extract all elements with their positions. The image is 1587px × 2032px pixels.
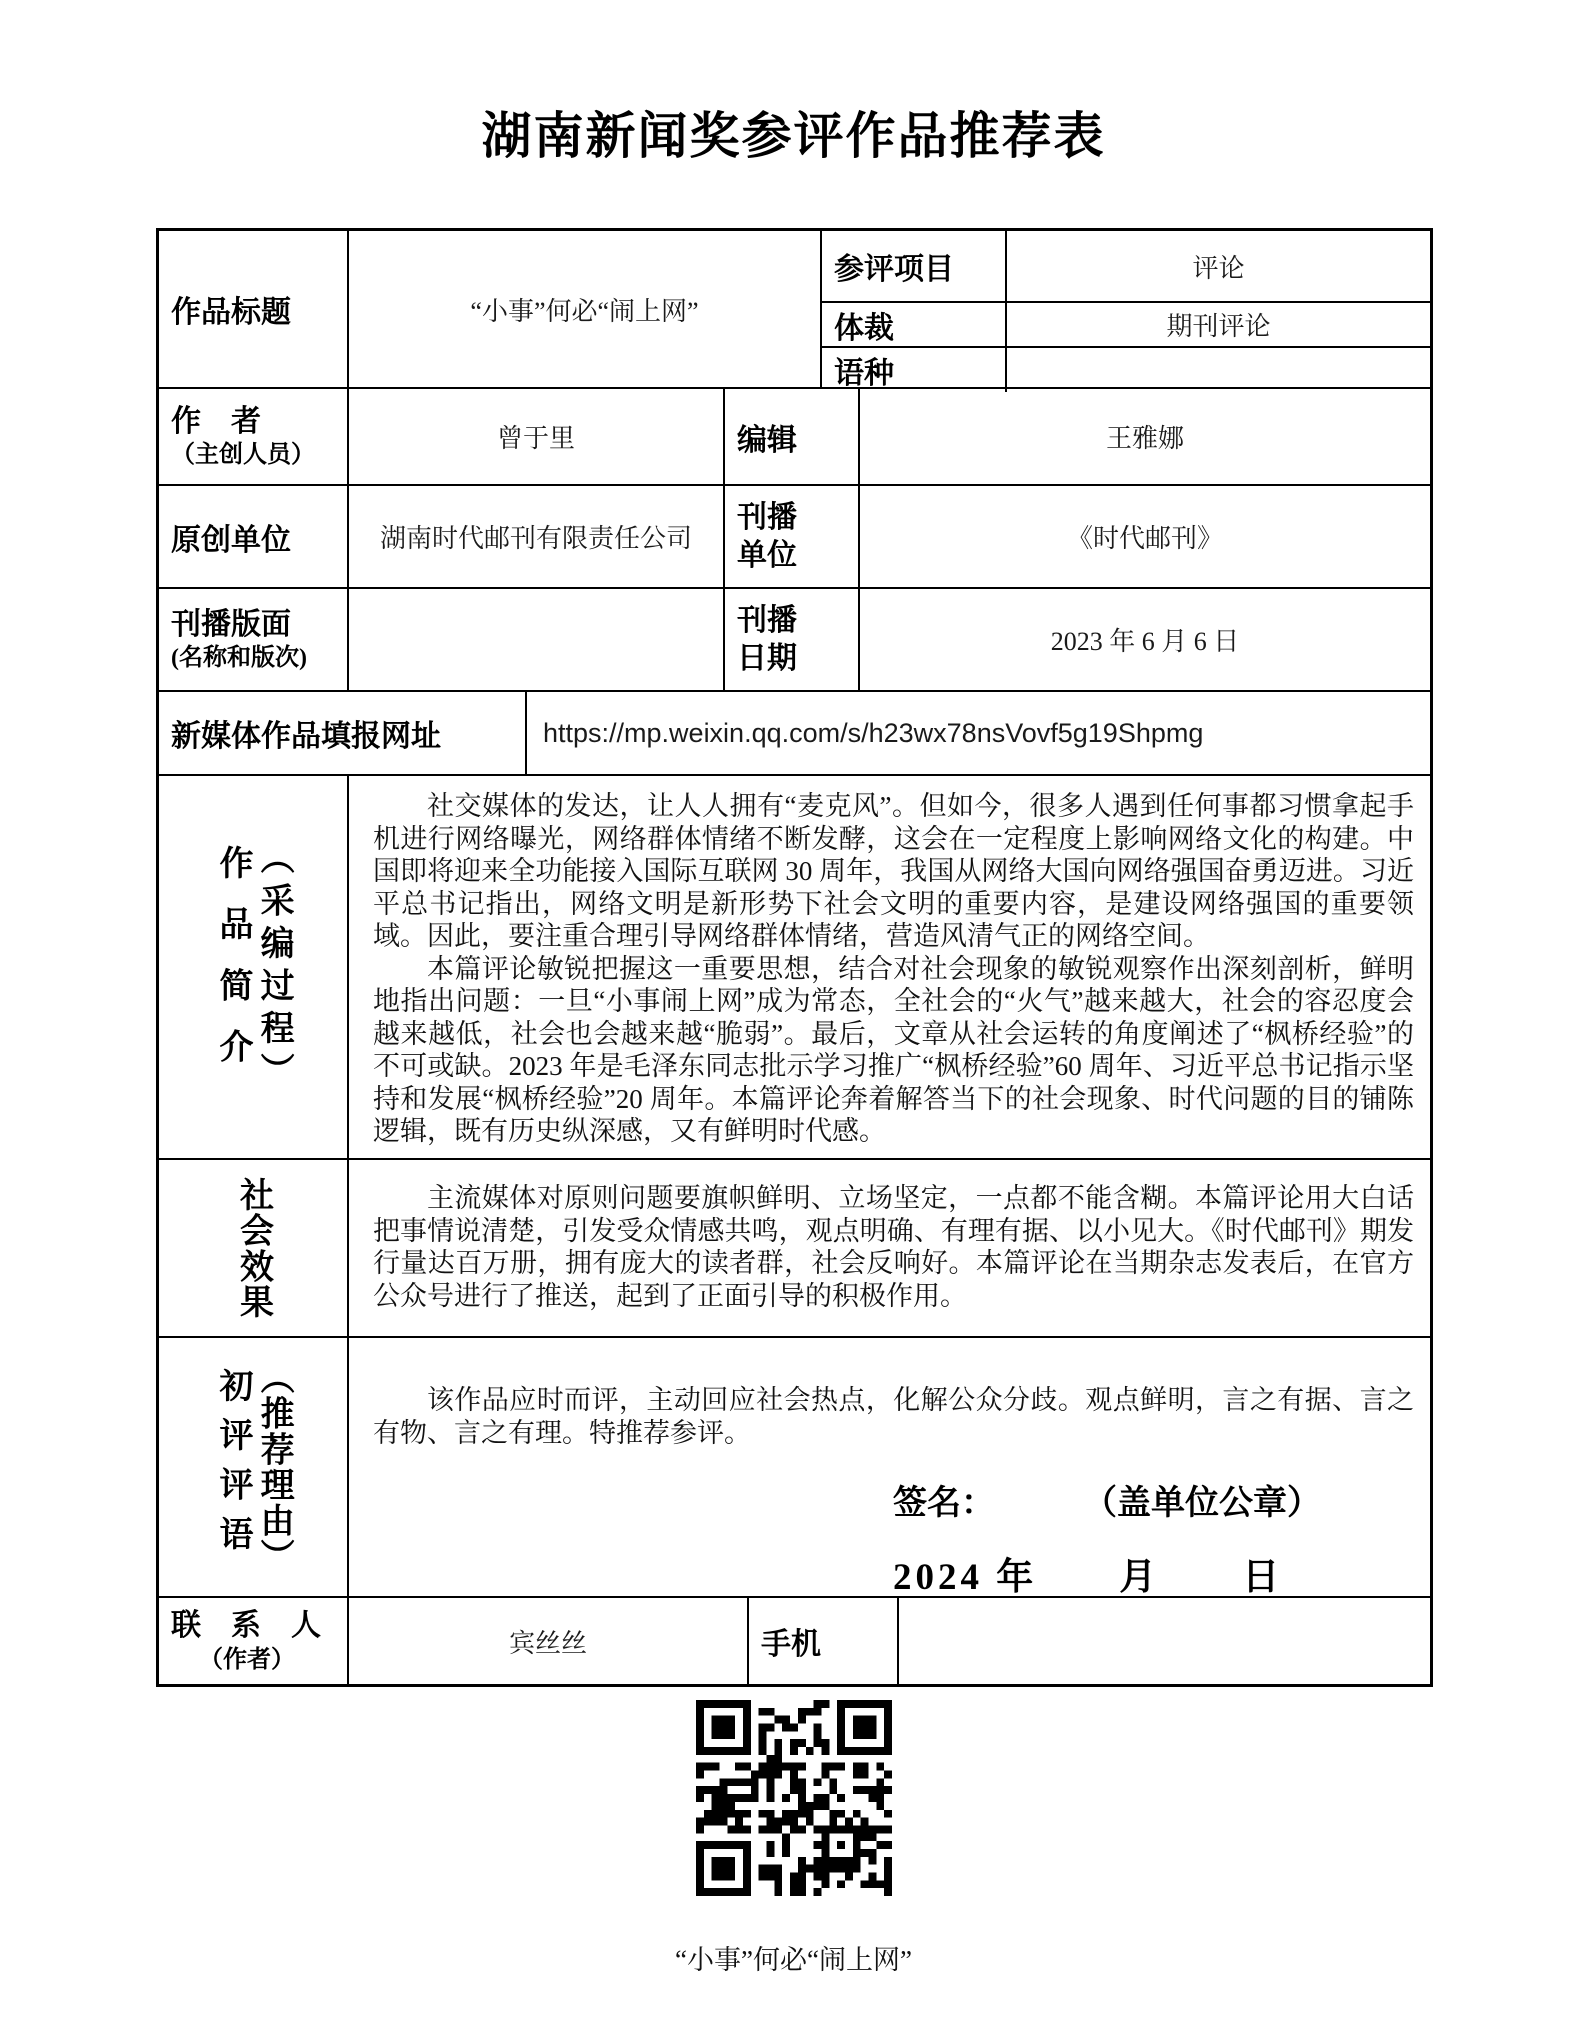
intro-label-col1: 作品简介 [214, 844, 251, 1090]
social-effect-label [159, 1160, 349, 1336]
recommendation-label-col1: 初评评语 [214, 1368, 251, 1566]
publish-unit-label-line2: 单位 [737, 538, 797, 572]
author-label-main: 作 者 [171, 404, 261, 438]
language-value [1007, 348, 1430, 392]
row-publish-page [159, 589, 1430, 692]
entry-category-value: 评论 [1192, 253, 1245, 283]
signature-block [893, 1475, 1414, 1600]
contact-label [159, 1598, 349, 1684]
publish-page-label [159, 589, 349, 690]
new-media-url-value: https://mp.weixin.qq.com/s/h23wx78nsVovf5g19Shpmg [543, 717, 1204, 748]
phone-label: 手机 [749, 1598, 899, 1684]
contact-label-main: 联 系 人 [171, 1609, 321, 1643]
signature-date-line: 2024 年 月 日 [893, 1557, 1284, 1598]
qr-caption: “小事”何必“闹上网” [675, 1945, 912, 1975]
publish-unit-label-line1: 刊播 [737, 501, 797, 534]
intro-label-col2: （采编过程） [255, 839, 293, 1095]
publish-unit-label [725, 486, 860, 587]
contact-label-sub: （作者） [199, 1646, 295, 1673]
publish-unit-value: 《时代邮刊》 [1066, 524, 1223, 553]
new-media-url-label: 新媒体作品填报网址 [159, 692, 527, 774]
intro-paragraph-2: 本篇评论敏锐把握这一重要思想，结合对社会现象的敏锐观察作出深刻剖析，鲜明地指出问题：一旦“小事闹上网”成为常态，全社会的“火气”越来越大，社会的容忍度会越来越低，社会也会越来越“脆弱”。最后，文章从社会运转的角度阐述了“枫桥经验”的不可或缺。2023 年是毛泽东同志批示学习推广“枫桥经验”60 周年、习近平总书记指示坚持和发展“枫桥经验”20 周年。本篇评论奔着解答当下的社会现象、时代问题的目的铺陈逻辑，既有历史纵深感，又有鲜明时代感。 [373, 953, 1414, 1146]
entry-category-label: 参评项目 [822, 231, 1007, 301]
social-effect-label-text: 社会效果 [234, 1176, 272, 1320]
editor-label: 编辑 [725, 389, 860, 484]
editor-value: 王雅娜 [1105, 424, 1184, 453]
row-social-effect [159, 1160, 1430, 1338]
row-original-unit [159, 486, 1430, 589]
form-table [156, 228, 1433, 1687]
genre-label: 体裁 [822, 303, 1007, 346]
work-title-label: 作品标题 [159, 231, 349, 387]
recommendation-content [349, 1338, 1430, 1596]
language-label: 语种 [822, 348, 1007, 392]
contact-value: 宾丝丝 [349, 1598, 749, 1684]
row-new-media-url [159, 692, 1430, 776]
subrow-language [822, 348, 1430, 392]
intro-label [159, 776, 349, 1158]
seal-note: （盖单位公章） [1083, 1485, 1321, 1522]
row-recommendation [159, 1338, 1430, 1598]
recommendation-label-col2: （推荐理由） [255, 1359, 293, 1575]
row-author [159, 389, 1430, 486]
publish-date-label [725, 589, 860, 690]
publish-date-value: 2023 年 6 月 6 日 [1050, 627, 1240, 656]
qr-section [0, 1700, 1587, 1977]
phone-value [899, 1598, 1430, 1684]
qr-code-image [696, 1700, 892, 1896]
genre-value: 期刊评论 [1166, 312, 1271, 341]
intro-content [349, 776, 1430, 1158]
author-label [159, 389, 349, 484]
publish-page-value [349, 589, 725, 690]
author-value: 曾于里 [349, 389, 725, 484]
intro-paragraph-1: 社交媒体的发达，让人人拥有“麦克风”。但如今，很多人遇到任何事都习惯拿起手机进行网络曝光，网络群体情绪不断发酵，这会在一定程度上影响网络文化的构建。中国即将迎来全功能接入国际互联网 30 周年，我国从网络大国向网络强国奋勇迈进。习近平总书记指出，网络文明是新形势下社会文明的重要内容，是建设网络强国的重要领域。因此，要注重合理引导网络群体情绪，营造风清气正的网络空间。 [373, 791, 1414, 951]
row-intro [159, 776, 1430, 1160]
social-effect-content [349, 1160, 1430, 1336]
social-effect-paragraph: 主流媒体对原则问题要旗帜鲜明、立场坚定，一点都不能含糊。本篇评论用大白话把事情说清楚，引发受众情感共鸣，观点明确、有理有据、以小见大。《时代邮刊》期发行量达百万册，拥有庞大的读者群，社会反响好。本篇评论在当期杂志发表后，在官方公众号进行了推送，起到了正面引导的积极作用。 [373, 1183, 1414, 1311]
subrow-genre [822, 303, 1430, 348]
row-contact [159, 1598, 1430, 1684]
page-title: 湖南新闻奖参评作品推荐表 [481, 108, 1106, 164]
work-title-value: “小事”何必“闹上网” [349, 231, 822, 387]
author-label-sub: （主创人员） [171, 442, 315, 469]
original-unit-label: 原创单位 [159, 486, 349, 587]
row-work-title [159, 231, 1430, 389]
publish-page-label-sub: (名称和版次) [171, 645, 307, 672]
recommendation-label [159, 1338, 349, 1596]
recommendation-paragraph: 该作品应时而评，主动回应社会热点，化解公众分歧。观点鲜明，言之有据、言之有物、言之有理。特推荐参评。 [373, 1385, 1414, 1448]
signature-label: 签名： [893, 1485, 995, 1522]
original-unit-value: 湖南时代邮刊有限责任公司 [349, 486, 725, 587]
publish-date-label-line1: 刊播 [737, 604, 797, 637]
publish-page-label-main: 刊播版面 [171, 607, 291, 641]
publish-date-label-line2: 日期 [737, 641, 797, 675]
subrow-entry-category [822, 231, 1430, 303]
